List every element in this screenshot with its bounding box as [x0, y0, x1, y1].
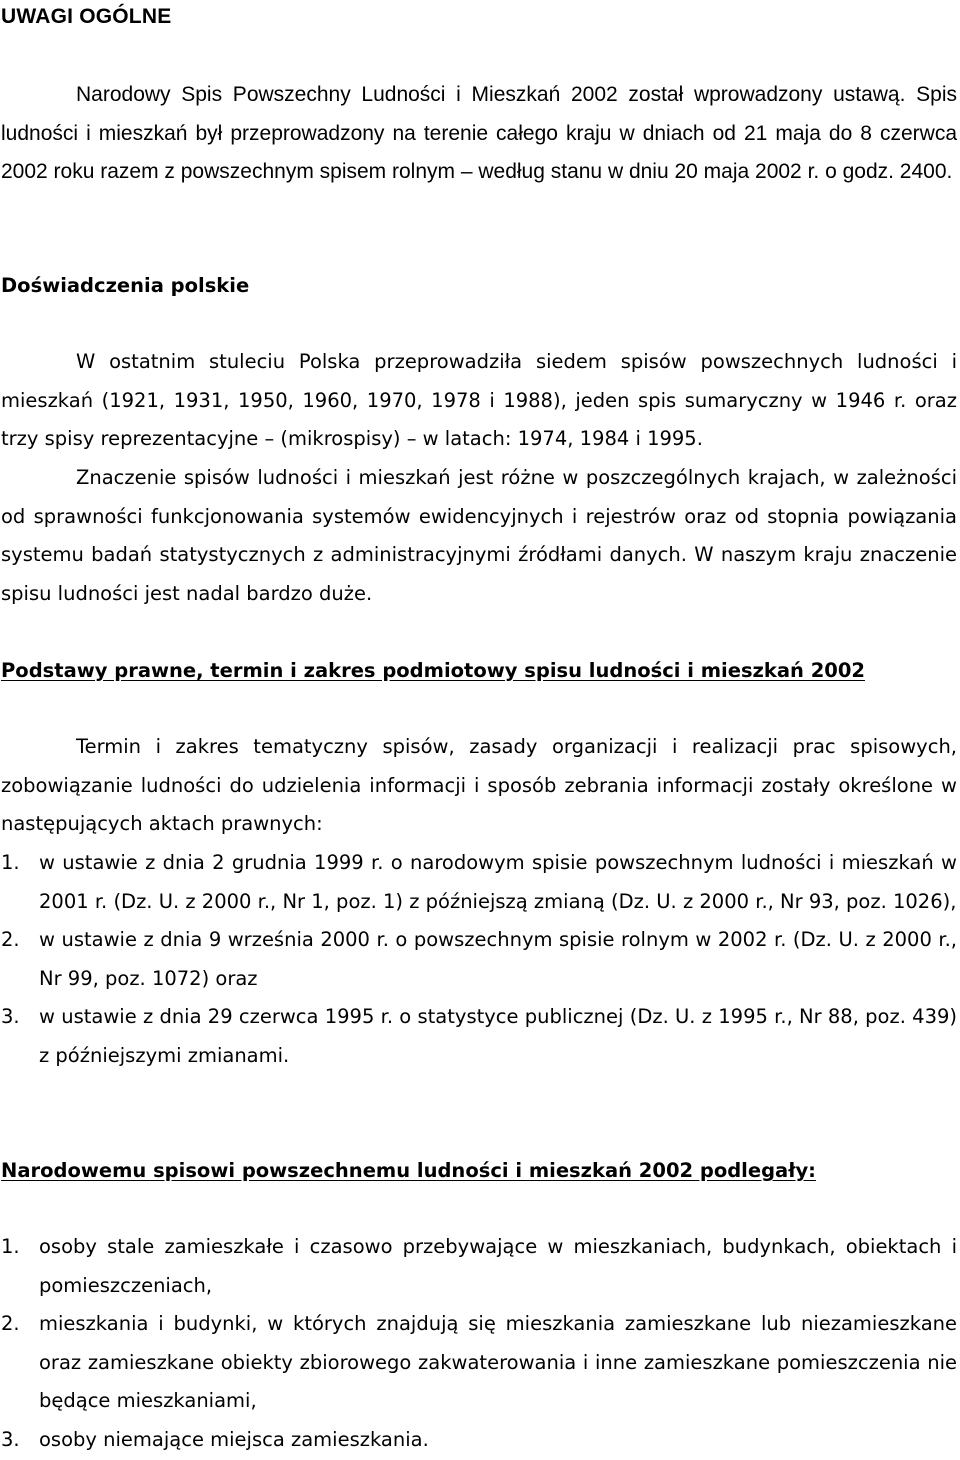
experiences-paragraph-1: W ostatnim stuleciu Polska przeprowadziła siedem spisów powszechnych ludności i mieszkań (1921, 1931, 1950, 1960, 1970, 1978 i 1988), jeden spis sumaryczny w 1946 r. oraz trzy spisy reprezentacyjne – (mikrospisy) – w latach: 1974, 1984 i 1995.	[1, 350, 957, 451]
document-title: UWAGI OGÓLNE	[1, 5, 172, 28]
list-item-text: osoby niemające miejsca zamieszkania.	[39, 1427, 429, 1451]
list-item-text: w ustawie z dnia 2 grudnia 1999 r. o narodowym spisie powszechnym ludności i mieszkań w 2001 r. (Dz. U. z 2000 r., Nr 1, poz. 1) z późniejszą zmianą (Dz. U. z 2000 r., Nr 93, poz. 1026),	[39, 851, 957, 913]
section-heading-experiences: Doświadczenia polskie	[1, 274, 250, 297]
section-heading-legal-basis: Podstawy prawne, termin i zakres podmiotowy spisu ludności i mieszkań 2002	[1, 659, 865, 682]
list-item	[1, 844, 957, 921]
list-item-number: 1.	[1, 1235, 20, 1258]
list-item-number: 2.	[1, 928, 20, 952]
list-item-number: 3.	[1, 1427, 20, 1451]
list-item-text: w ustawie z dnia 9 września 2000 r. o powszechnym spisie rolnym w 2002 r. (Dz. U. z 2000 r., Nr 99, poz. 1072) oraz	[39, 928, 957, 990]
list-item-number: 3.	[1, 1005, 20, 1029]
intro-paragraph: Narodowy Spis Powszechny Ludności i Mieszkań 2002 został wprowadzony ustawą. Spis ludności i mieszkań był przeprowadzony na terenie całego kraju w dniach od 21 maja do 8 czerwca 2002 roku razem z powszechnym spisem rolnym – według stanu w dniu 20 maja 2002 r. o godz. 2400.	[1, 83, 957, 183]
section-heading-scope: Narodowemu spisowi powszechnemu ludności i mieszkań 2002 podlegały:	[1, 1159, 816, 1182]
list-item	[1, 1305, 957, 1421]
list-item-text: w ustawie z dnia 29 czerwca 1995 r. o statystyce publicznej (Dz. U. z 1995 r., Nr 88, poz. 439) z późniejszymi zmianami.	[39, 1005, 957, 1067]
list-item	[1, 921, 957, 998]
list-item	[1, 1228, 957, 1305]
list-item-number: 2.	[1, 1312, 20, 1336]
list-item-number: 1.	[1, 851, 20, 874]
list-item-text: osoby stale zamieszkałe i czasowo przebywające w mieszkaniach, budynkach, obiektach i pomieszczeniach,	[39, 1235, 957, 1297]
census-scope-list	[1, 1228, 957, 1460]
list-item-text: mieszkania i budynki, w których znajdują się mieszkania zamieszkane lub niezamieszkane oraz zamieszkane obiekty zbiorowego zakwaterowania i inne zamieszkane pomieszczenia nie będące mieszkaniami,	[39, 1312, 957, 1413]
list-item	[1, 998, 957, 1075]
experiences-paragraph-2: Znaczenie spisów ludności i mieszkań jest różne w poszczególnych krajach, w zależności od sprawności funkcjonowania systemów ewidencyjnych i rejestrów oraz od stopnia powiązania systemu badań statystycznych z administracyjnymi źródłami danych. W naszym kraju znaczenie spisu ludności jest nadal bardzo duże.	[1, 466, 957, 605]
legal-acts-list	[1, 844, 957, 1076]
legal-basis-paragraph: Termin i zakres tematyczny spisów, zasady organizacji i realizacji prac spisowych, zobowiązanie ludności do udzielenia informacji i sposób zebrania informacji zostały określone w następujących aktach prawnych:	[1, 735, 957, 836]
